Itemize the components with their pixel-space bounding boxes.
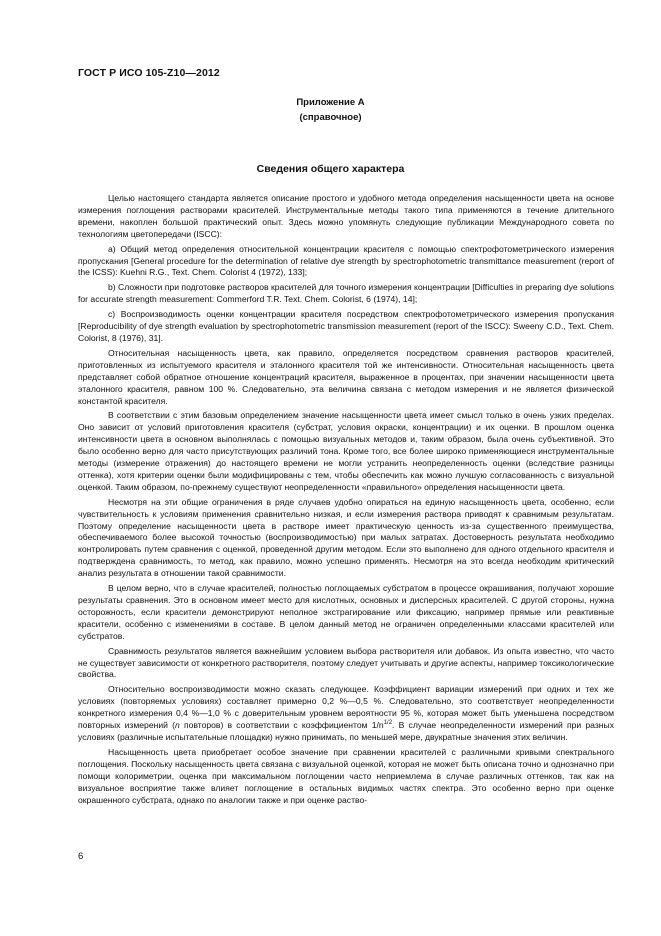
body-text xyxy=(78,193,614,809)
repro-n-symbol: n xyxy=(174,720,180,731)
paragraph-spectral: Насыщенность цвета приобретает особое значение при сравнении красителей с различными кривыми спектрального поглощения. Поскольку насыщенность цвета связана с визуальной оценкой, которая не может быть описана точно и однозначно при помощи колориметрии, оценка при максимальном поглощении часто неприемлема в случае различных оттенков, так как на визуальное восприятие также влияет поглощение в остальных видимых частях спектра. Это особенно верно при оценке окрашенного субстрата, однако по аналогии также и при оценке раство- xyxy=(78,746,614,805)
section-title: Сведения общего характера xyxy=(256,163,405,175)
paragraph-definition: В соответствии с этим базовым определением значение насыщенности цвета имеет смысл только в очень узких пределах. Оно зависит от условий приготовления красителя (субстрат, условия окраски, концентрации) и их оценки. В прошлом оценка интенсивности цвета в основном выполнялась с помощью визуальных методов и, таким образом, была очень субъективной. Это было особенно верно для часто присутствующих различий тона. Кроме того, все более широко применяющиеся инструментальные методы (измерение отражения) до настоящего времени не могли устранить неопределенность оценки (вследствие разницы оттенка), хотя критерии оценки были модифицированы с тем, чтобы обеспечить как можно лучшую согласованность с визуальной оценкой. Таким образом, по-прежнему существуют неопределенности «правильного» определения насыщенности цвета. xyxy=(78,410,614,492)
paragraph-intro: Целью настоящего стандарта является описание простого и удобного метода определения насыщенности цвета на основе измерения поглощения растворами красителей. Инструментальные методы такого типа применяются в течение длительного времени, накоплен большой практический опыт. Здесь можно упомянуть следующие публикации Международного совета по технологиям цветопередачи (ISCC): xyxy=(78,193,614,239)
page-number: 6 xyxy=(78,851,84,862)
repro-exponent: 1/2 xyxy=(383,720,393,727)
paragraph-relative-strength: Относительная насыщенность цвета, как правило, определяется посредством сравнения растворов красителей, приготовленных из испытуемого красителя и эталонного красителя той же интенсивности. Относительная насыщенность цвета представляет собой обратное отношение концентраций красителя, выраженное в процентах, при значении насыщенности цвета эталонного красителя, равном 100 %. Следовательно, эта величина связана с методом измерения и не является физической константой красителя. xyxy=(78,347,614,406)
repro-text-before: Относительно воспроизводимости можно сказать следующее. Коэффициент вариации измерений при одних и тех же условиях (повторяемых условиях) составляет примерно 0,2 %—0,5 %. Следовательно, это соответствует неопределенности конкретного измерения 0,4 %—1,0 % с доверительным уровнем вероятности 95 %, которая может быть уменьшена посредством повторных измерений ( xyxy=(78,684,614,731)
appendix-heading xyxy=(0,95,661,125)
appendix-title: Приложение А xyxy=(296,97,365,108)
paragraph-reproducibility xyxy=(78,684,614,744)
list-item-a: a) Общий метод определения относительной концентрации красителя с помощью спектрофотометрического измерения пропускания [General procedure for the determination of relative dye strength by spectrophotometric transmittance measurement (report of the ICSS): Kuehni R.G., Text. Chem. Colorist 4 (1972), 133]; xyxy=(78,243,614,278)
list-item-b: b) Сложности при подготовке растворов красителей для точного измерения концентрации [Difficulties in preparing dye solutions for accurate strength measurement: Commerford T.R. Text. Chem. Colorist, 6 (1974), 14]; xyxy=(78,282,614,305)
paragraph-dye-classes: В целом верно, что в случае красителей, полностью поглощаемых субстратом в процессе окрашивания, получают хорошие результаты сравнения. Это в основном имеет место для кислотных, основных и дисперсных красителей. С другой стороны, нужна осторожность, если красители демонстрируют неполное экстрагирование или фиксацию, например прямые или реактивные красители, особенно с изменениями в составе. В целом данный метод не ограничен определенными классами красителей или субстратов. xyxy=(78,583,614,641)
appendix-subtitle: (справочное) xyxy=(299,112,362,123)
repro-text-middle: повторов) в соответствии с коэффициентом 1/n xyxy=(179,720,384,731)
list-item-c: c) Воспроизводимость оценки концентрации красителя посредством спектрофотометрического измерения пропускания [Reproducibility of dye strength evaluation by spectrophotometric transmission measurement (report of the ISCC): Sweeny C.D., Text. Chem. Colorist, 8 (1976), 31]. xyxy=(78,309,614,343)
paragraph-solvent: Сравнимость результатов является важнейшим условием выбора растворителя или добавок. Из опыта известно, что часто не существует зависимости от конкретного растворителя, поэтому следует учитывать и другие аспекты, например токсикологические свойства. xyxy=(78,645,614,680)
repro-text-after: . В случае неопределенности измерений при разных условиях (различные испытательные площадки) нужно принимать, по меньшей мере, двукратные значения этих величин. xyxy=(78,720,615,742)
paragraph-limitations: Несмотря на эти общие ограничения в ряде случаев удобно опираться на единую насыщенность цвета, особенно, если чувствительность к условиям применения сравнительно низкая, и если измерения раствора приводят к сравнимым результатам. Поэтому определение насыщенности цвета в растворе имеет практическую ценность из-за существенного преимущества, обеспечиваемого более высокой точностью (воспроизводимостью) при малых затратах. Достоверность результата необходимо контролировать путем сравнения с оценкой, проведенной другим методом. Если это выполнено для одного отдельного красителя и подтверждена сравнимость, то метод, как правило, можно успешно применять. Несмотря на это всегда необходим критический анализ результата в отношении такой сравнимости. xyxy=(78,496,614,579)
document-id: ГОСТ Р ИСО 105-Z10—2012 xyxy=(78,67,220,79)
